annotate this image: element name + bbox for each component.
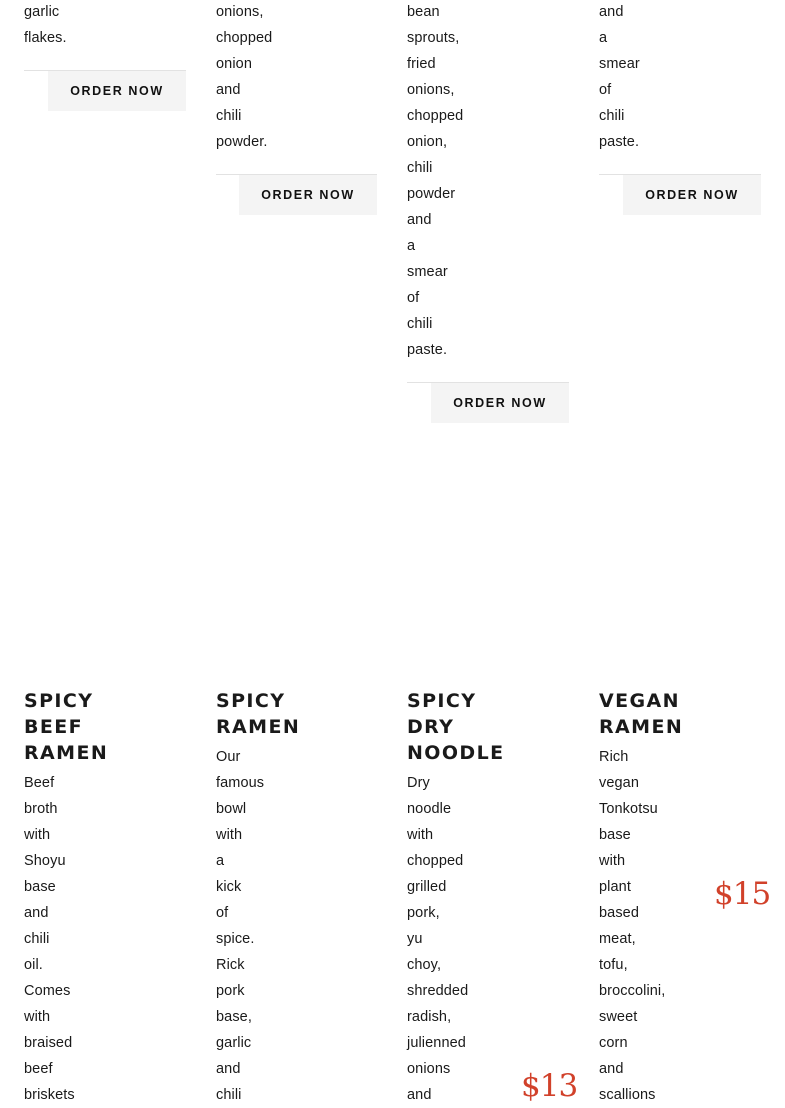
desc-word: smear	[407, 264, 448, 280]
desc-word: of	[216, 905, 229, 921]
top-card-3	[407, 0, 569, 363]
desc-word: Tonkotsu	[599, 801, 658, 817]
desc-word: with	[24, 1009, 51, 1025]
item-description	[24, 770, 186, 1108]
title-word: RAMEN	[216, 716, 301, 738]
desc-word: chopped	[407, 853, 464, 869]
desc-word: with	[599, 853, 626, 869]
menu-item-spicy-ramen	[216, 688, 378, 1108]
desc-word: powder	[407, 186, 456, 202]
title-word: SPICY	[216, 690, 286, 712]
desc-word: garlic	[24, 4, 60, 20]
title-word: BEEF	[24, 716, 84, 738]
desc-word: oil.	[24, 957, 43, 973]
desc-word: shredded	[407, 983, 469, 999]
desc-word: Rick	[216, 957, 245, 973]
desc-word: powder.	[216, 134, 268, 150]
desc-word: a	[216, 853, 225, 869]
desc-word: chili	[24, 931, 50, 947]
item-title	[599, 688, 761, 740]
desc-word: base,	[216, 1009, 252, 1025]
desc-word: onions,	[407, 82, 455, 98]
desc-word: and	[599, 4, 624, 20]
card-description	[599, 0, 761, 155]
desc-word: chopped	[407, 108, 464, 124]
desc-word: fried	[407, 56, 436, 72]
desc-word: of	[599, 82, 612, 98]
item-title	[24, 688, 186, 766]
desc-word: smear	[599, 56, 640, 72]
card-description	[216, 0, 378, 155]
title-word: SPICY	[407, 690, 477, 712]
item-description	[216, 744, 378, 1108]
desc-word: Dry	[407, 775, 430, 791]
card-description	[24, 0, 186, 51]
title-word: VEGAN	[599, 690, 680, 712]
desc-word: based	[599, 905, 640, 921]
title-word: NOODLE	[407, 742, 505, 764]
desc-word: Rich	[599, 749, 629, 765]
item-description	[599, 744, 761, 1108]
desc-word: paste.	[407, 342, 448, 358]
desc-word: base	[599, 827, 631, 843]
desc-word: chili	[407, 316, 433, 332]
desc-word: bean	[407, 4, 440, 20]
desc-word: and	[24, 905, 49, 921]
desc-word: yu	[407, 931, 423, 947]
desc-word: and	[599, 1061, 624, 1077]
desc-word: chopped	[216, 30, 273, 46]
top-card-2	[216, 0, 378, 155]
top-card-4	[599, 0, 761, 155]
desc-word: sweet	[599, 1009, 638, 1025]
desc-word: vegan	[599, 775, 640, 791]
desc-word: braised	[24, 1035, 73, 1051]
title-word: DRY	[407, 716, 455, 738]
desc-word: pork	[216, 983, 245, 999]
desc-word: scallions	[599, 1087, 656, 1103]
desc-word: Beef	[24, 775, 55, 791]
desc-word: Shoyu	[24, 853, 66, 869]
order-now-button[interactable]: ORDER NOW	[431, 383, 569, 423]
desc-word: base	[24, 879, 56, 895]
desc-word: chili	[216, 108, 242, 124]
menu-item-spicy-dry-noodle	[407, 688, 569, 1108]
price-label: $15	[714, 876, 771, 912]
desc-word: noodle	[407, 801, 452, 817]
desc-word: pork,	[407, 905, 440, 921]
desc-word: corn	[599, 1035, 628, 1051]
desc-word: onion	[216, 56, 252, 72]
desc-word: julienned	[407, 1035, 466, 1051]
desc-word: radish,	[407, 1009, 452, 1025]
desc-word: with	[407, 827, 434, 843]
item-title	[216, 688, 378, 740]
desc-word: chili	[599, 108, 625, 124]
desc-word: and	[407, 212, 432, 228]
desc-word: beef	[24, 1061, 53, 1077]
desc-word: grilled	[407, 879, 447, 895]
desc-word: of	[407, 290, 420, 306]
price-label: $13	[521, 1068, 578, 1104]
desc-word: broth	[24, 801, 58, 817]
title-word: RAMEN	[599, 716, 684, 738]
desc-word: and	[216, 1061, 241, 1077]
desc-word: onion,	[407, 134, 448, 150]
desc-word: and	[407, 1087, 432, 1103]
desc-word: famous	[216, 775, 265, 791]
desc-word: a	[599, 30, 608, 46]
desc-word: a	[407, 238, 416, 254]
desc-word: spice.	[216, 931, 255, 947]
desc-word: Our	[216, 749, 241, 765]
order-now-button[interactable]: ORDER NOW	[239, 175, 377, 215]
desc-word: kick	[216, 879, 242, 895]
desc-word: meat,	[599, 931, 636, 947]
card-description	[407, 0, 569, 363]
order-now-button[interactable]: ORDER NOW	[48, 71, 186, 111]
desc-word: sprouts,	[407, 30, 460, 46]
desc-word: broccolini,	[599, 983, 666, 999]
desc-word: briskets	[24, 1087, 75, 1103]
desc-word: choy,	[407, 957, 442, 973]
desc-word: onions,	[216, 4, 264, 20]
desc-word: flakes.	[24, 30, 67, 46]
desc-word: chili	[216, 1087, 242, 1103]
desc-word: and	[216, 82, 241, 98]
top-card-1	[24, 0, 186, 51]
desc-word: garlic	[216, 1035, 252, 1051]
desc-word: plant	[599, 879, 631, 895]
desc-word: bowl	[216, 801, 247, 817]
menu-item-spicy-beef-ramen	[24, 688, 186, 1108]
desc-word: with	[216, 827, 243, 843]
desc-word: with	[24, 827, 51, 843]
desc-word: onions	[407, 1061, 451, 1077]
item-description	[407, 770, 569, 1108]
desc-word: paste.	[599, 134, 640, 150]
title-word: SPICY	[24, 690, 94, 712]
desc-word: chili	[407, 160, 433, 176]
desc-word: tofu,	[599, 957, 628, 973]
title-word: RAMEN	[24, 742, 109, 764]
order-now-button[interactable]: ORDER NOW	[623, 175, 761, 215]
desc-word: Comes	[24, 983, 71, 999]
item-title	[407, 688, 569, 766]
